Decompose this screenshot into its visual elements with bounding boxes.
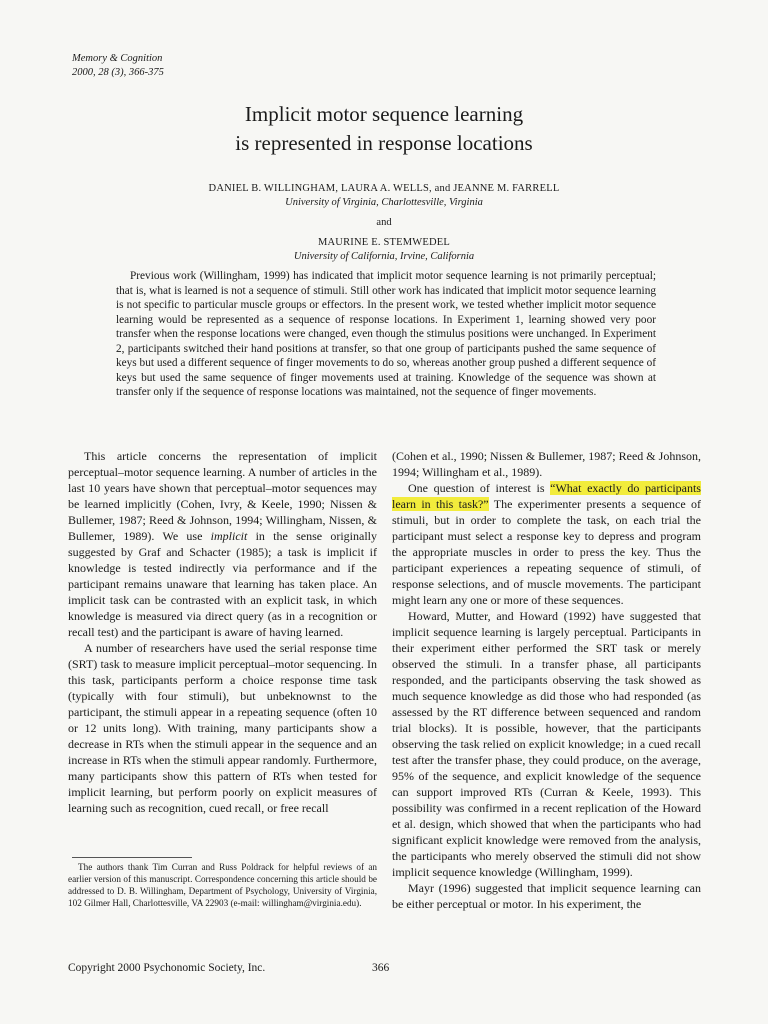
abstract-text: Previous work (Willingham, 1999) has indicated that implicit motor sequence learning is not primarily perceptual; that is, what is learned is not a sequence of stimuli. Still other work has indicated that implicit motor sequence learning is not specific to particular muscle groups or effectors. In the present work, we tested whether implicit motor sequence learning would be represented as a sequence of response locations. In Experiment 1, learning showed very poor transfer when the response locations were changed, even though the stimulus positions were unchanged. In Experiment 2, participants switched their hand positions at transfer, so that one group of participants pushed the same sequence of keys but used a different sequence of finger movements to do so, whereas another group pushed a different sequence of keys but used the same sequence of finger movements used at training. Knowledge of the sequence was shown at transfer only if the sequence of response locations was maintained, not the sequence of finger movements. xyxy=(116,270,656,398)
footnote xyxy=(68,861,377,909)
journal-citation: 2000, 28 (3), 366-375 xyxy=(72,67,164,78)
left-paragraph-2: A number of researchers have used the serial response time (SRT) task to measure implicit perceptual–motor sequencing. In this task, participants perform a choice response time task (typically with four stimuli), but unbeknownst to the participant, the stimuli appear in a repeating sequence (often 10 or 12 units long). With training, many participants show a decrease in RTs when the stimuli appear in the sequence and an increase in RTs when the stimuli appear randomly. Furthermore, many participants show this pattern of RTs when tested for implicit learning, but perform poorly on explicit measures of learning such as recognition, cued recall, or free recall xyxy=(68,641,377,815)
article-title xyxy=(0,100,768,158)
author-conjunction: and xyxy=(376,217,392,228)
right-paragraph-1: (Cohen et al., 1990; Nissen & Bullemer, 1987; Reed & Johnson, 1994; Willingham et al., 1989). xyxy=(392,449,701,479)
right-paragraph-2 xyxy=(392,480,701,608)
left-paragraph-1 xyxy=(68,448,377,640)
right-paragraph-3: Howard, Mutter, and Howard (1992) have suggested that implicit sequence learning is largely perceptual. Participants in their experiment either performed the SRT task or merely observed the stimuli. In a transfer phase, all participants responded, and the participants observing the task showed as much sequence knowledge as did those who had responded (as assessed by the RT difference between sequenced and random trial blocks). It is possible, however, that the participants observing the task relied on explicit knowledge; in a cued recall test after the transfer phase, they could produce, on the average, 95% of the sequence, and explicit knowledge of the sequence can support improved RTs (Curran & Keele, 1993). This possibility was confirmed in a recent replication of the Howard et al. design, which showed that when the participants who had significant explicit knowledge were removed from the analysis, the participants who merely observed the stimuli did not show implicit sequence knowledge (Willingham, 1999). xyxy=(392,609,701,879)
right-p2-text-a: One question of interest is xyxy=(408,481,551,495)
right-paragraph-4: Mayr (1996) suggested that implicit sequence learning can be either perceptual or motor. In his experiment, the xyxy=(392,881,701,911)
left-p1-text-b: in the sense originally suggested by Graf and Schacter (1985); a task is implicit if knowledge is tested indirectly via performance and if the participant remains unaware that learning has taken place. An implicit task can be contrasted with an explicit task, in which knowledge is measured via direct query (as in a recognition or recall test) and the participant is aware of having learned. xyxy=(68,529,377,639)
right-p2-text-b: The experimenter presents a sequence of stimuli, but in order to complete the task, on each trial the participant must select a response key to depress and program the appropriate muscles in order to press the key. Thus the participant experiences a repeating sequence of stimuli, of response selections, and of muscle movements. The participant might learn any one or more of these sequences. xyxy=(392,497,701,607)
affiliation-1: University of Virginia, Charlottesville, Virginia xyxy=(285,197,483,208)
journal-name: Memory & Cognition xyxy=(72,53,163,64)
highlighted-question: “What exactly do participants learn in this task?” xyxy=(392,481,701,511)
page-number: 366 xyxy=(372,962,390,974)
right-column xyxy=(392,448,701,912)
copyright-notice: Copyright 2000 Psychonomic Society, Inc. xyxy=(68,962,266,974)
journal-header xyxy=(72,52,164,80)
left-column xyxy=(68,448,377,816)
author-block xyxy=(0,182,768,264)
affiliation-2: University of California, Irvine, California xyxy=(293,251,475,262)
author-group-2: MAURINE E. STEMWEDEL xyxy=(317,237,451,248)
left-p1-text-a: This article concerns the representation of implicit perceptual–motor sequence learning. A number of articles in the last 10 years have shown that perceptual–motor sequences may be learned implicitly (Cohen, Ivry, & Keele, 1990; Nissen & Bullemer, 1987; Reed & Johnson, 1994; Willingham, Nissen, & Bullemer, 1989). We use xyxy=(68,449,377,543)
title-line-2: is represented in response locations xyxy=(235,131,533,155)
title-line-1: Implicit motor sequence learning xyxy=(244,102,524,126)
left-p1-italic-term: implicit xyxy=(210,529,248,543)
author-group-1: DANIEL B. WILLINGHAM, LAURA A. WELLS, and JEANNE M. FARRELL xyxy=(208,183,560,194)
footnote-divider xyxy=(72,857,192,858)
abstract xyxy=(116,269,656,400)
footnote-text: The authors thank Tim Curran and Russ Poldrack for helpful reviews of an earlier version of this manuscript. Correspondence concerning this article should be addressed to D. B. Willingham, Department of Psychology, University of Virginia, 102 Gilmer Hall, Charlottesville, VA 22903 (e-mail: willingham@virginia.edu). xyxy=(68,862,377,908)
